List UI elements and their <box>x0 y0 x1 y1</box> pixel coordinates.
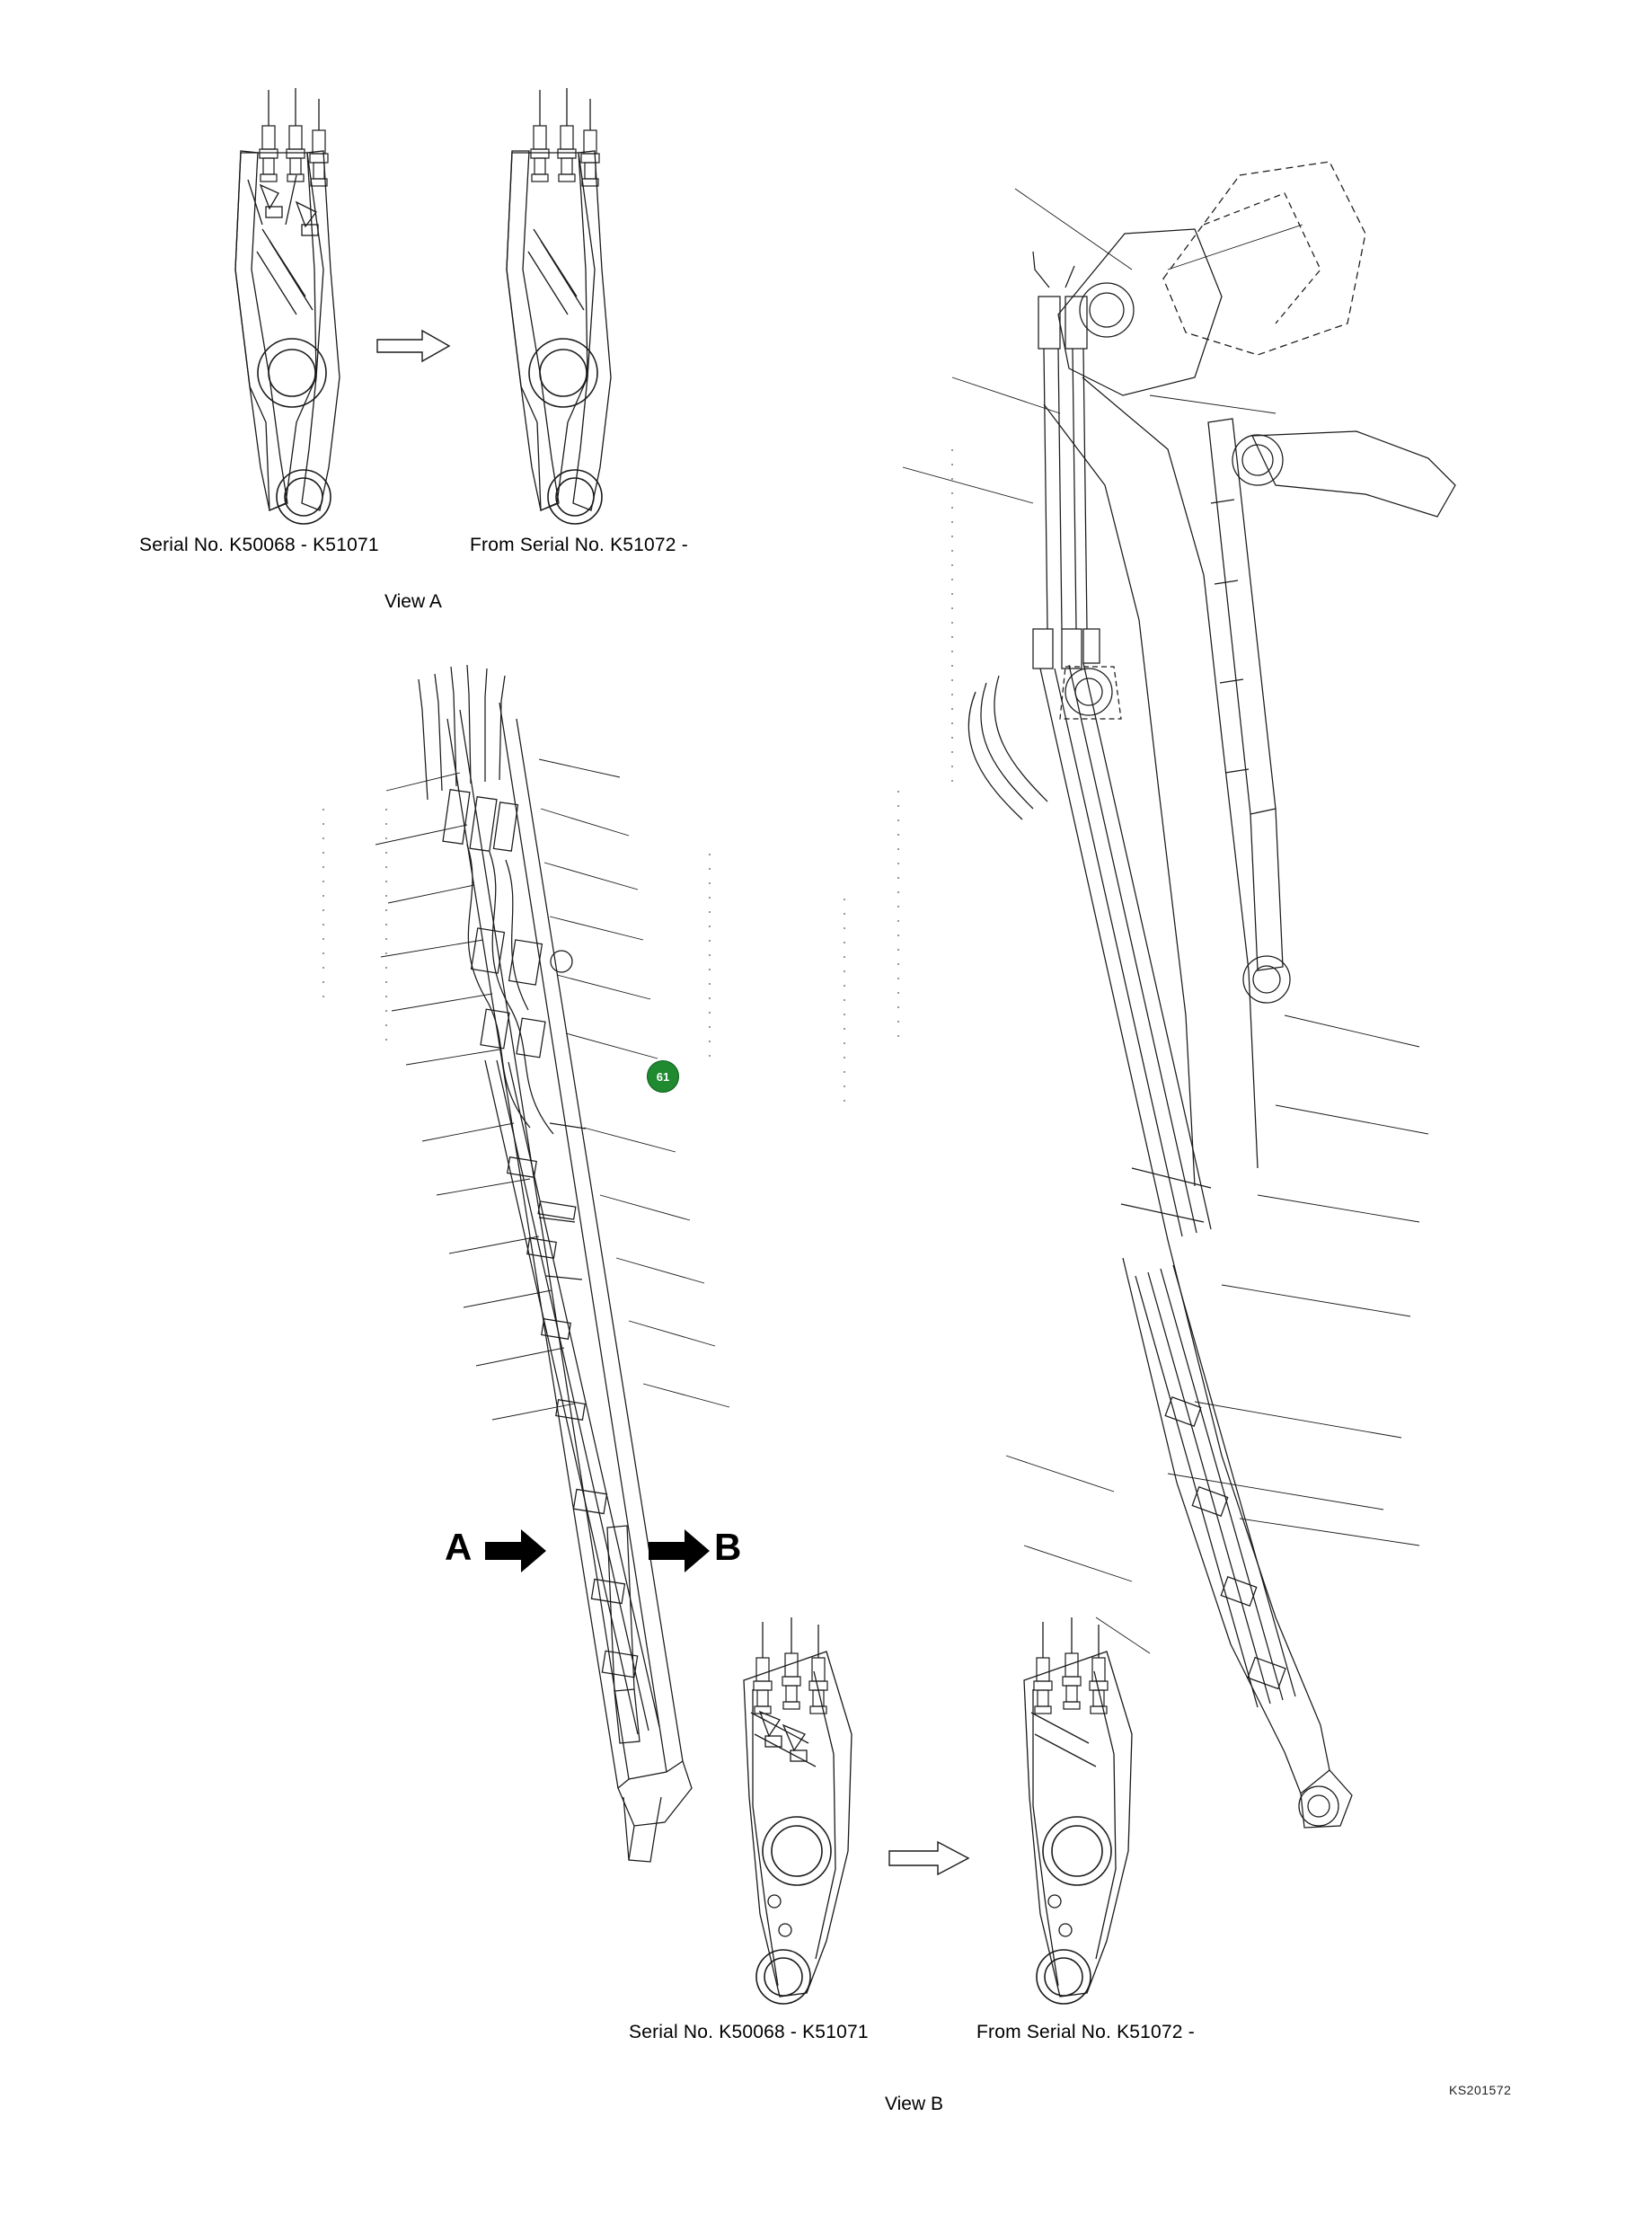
view-a-right-assembly <box>507 88 611 524</box>
section-letter-a: A <box>445 1526 473 1568</box>
view-b-caption-left: Serial No. K50068 - K51071 <box>629 2022 869 2042</box>
view-b-right-assembly <box>1024 1617 1132 2004</box>
view-a-caption-right: From Serial No. K51072 - <box>470 535 688 555</box>
view-a-title: View A <box>384 591 442 612</box>
view-b-left-assembly <box>744 1617 852 2004</box>
callout-61[interactable]: 61 <box>647 1060 679 1093</box>
view-a-left-assembly <box>235 88 340 524</box>
view-a-caption-left: Serial No. K50068 - K51071 <box>139 535 379 555</box>
section-letter-b: B <box>714 1526 742 1568</box>
center-arm-assembly <box>375 665 729 1862</box>
view-a-transition-arrow <box>377 331 449 361</box>
view-b-title: View B <box>885 2094 943 2114</box>
section-arrow-a-glyph <box>485 1529 546 1572</box>
view-b-caption-right: From Serial No. K51072 - <box>976 2022 1195 2042</box>
sheet-code: KS201572 <box>1449 2083 1512 2097</box>
section-arrow-b-glyph <box>649 1529 710 1572</box>
boom-assembly-overview <box>323 162 1455 1828</box>
view-b-transition-arrow <box>889 1842 968 1874</box>
